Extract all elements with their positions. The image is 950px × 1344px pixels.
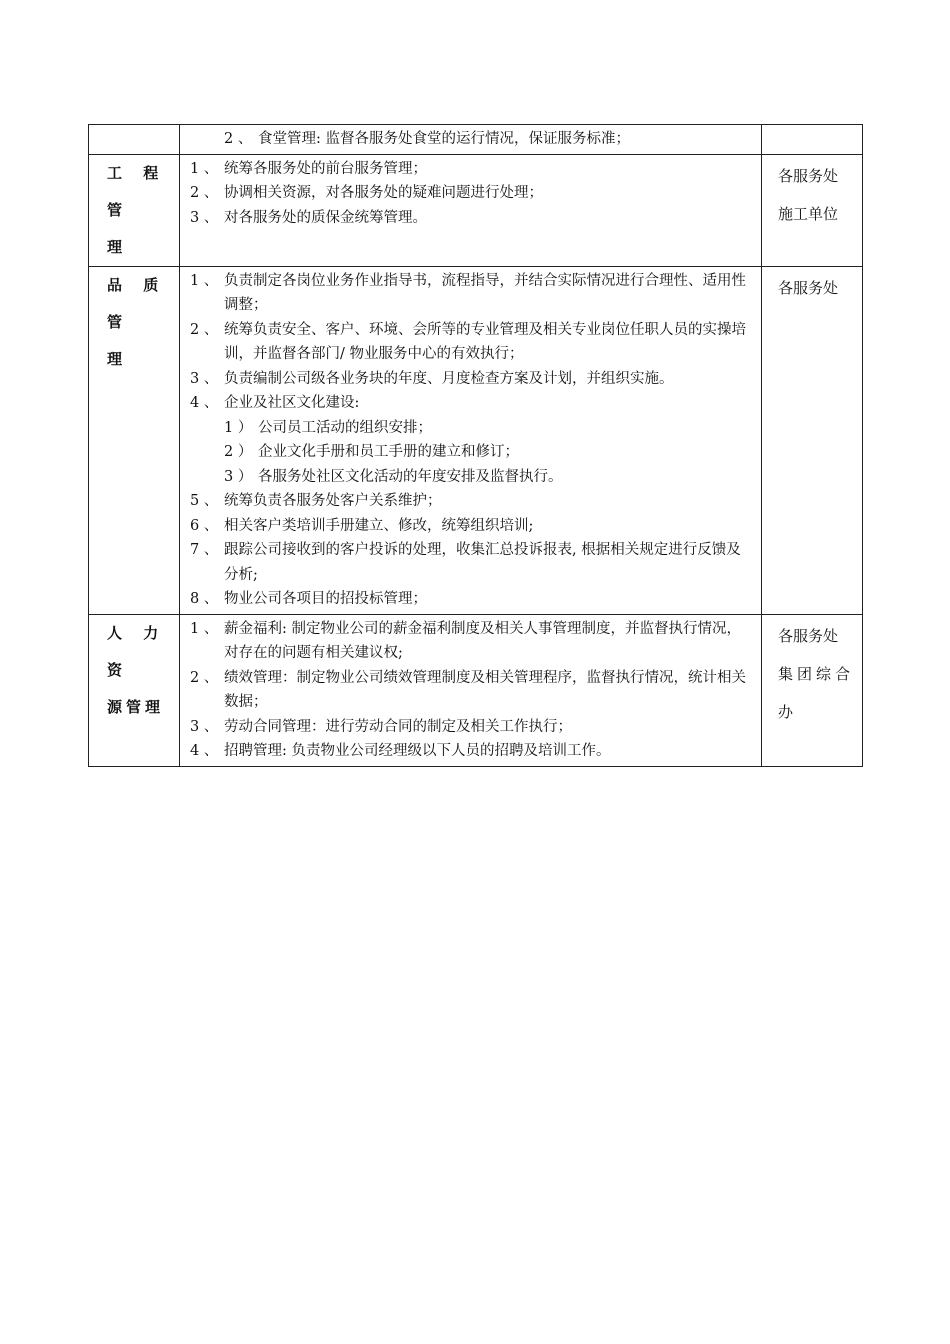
department-label: 人 力 资	[107, 623, 167, 679]
item-text: 薪金福利: 制定物业公司的薪金福利制度及相关人事管理制度，并监督执行情况，对存在的问题有相关建议权;	[224, 620, 741, 661]
item-number: 1 、	[190, 272, 219, 289]
duty-subitem	[190, 416, 753, 441]
item-number: 3 、	[190, 209, 219, 226]
unit-cell	[762, 266, 863, 614]
item-text: 企业及社区文化建设:	[224, 395, 360, 411]
duty-item	[190, 157, 753, 182]
unit-label: 集团综合	[778, 664, 855, 683]
item-text: 协调相关资源，对各服务处的疑难问题进行处理；	[224, 185, 543, 201]
item-text: 各服务处社区文化活动的年度安排及监督执行。	[258, 468, 563, 485]
item-text: 跟踪公司接收到的客户投诉的处理，收集汇总投诉报表, 根据相关规定进行反馈及分析;	[224, 542, 741, 583]
item-number: 7 、	[190, 542, 219, 558]
item-text: 统筹负责各服务处客户关系维护；	[224, 493, 442, 509]
item-number: 2 、	[190, 321, 219, 338]
item-text: 对各服务处的质保金统筹管理。	[224, 209, 427, 226]
duty-item	[190, 181, 753, 206]
item-number: 2 、	[224, 131, 253, 147]
unit-cell	[762, 614, 863, 766]
item-number: 2 ）	[224, 444, 253, 460]
item-number: 1 ）	[224, 419, 253, 436]
item-number: 8 、	[190, 591, 219, 607]
duty-item	[190, 367, 753, 392]
duties-cell	[180, 125, 762, 155]
duty-item	[190, 587, 753, 612]
department-cell	[89, 266, 180, 614]
item-text: 负责编制公司级各业务块的年度、月度检查方案及计划，并组织实施。	[224, 370, 674, 387]
department-label: 工 程 管	[107, 163, 167, 219]
duty-subitem	[190, 440, 753, 465]
item-number: 2 、	[190, 669, 219, 686]
duty-subitem	[190, 465, 753, 490]
item-number: 3 、	[190, 370, 219, 387]
duty-item	[190, 269, 753, 318]
item-number: 5 、	[190, 493, 219, 509]
duty-item	[190, 617, 753, 666]
item-text: 食堂管理: 监督各服务处食堂的运行情况，保证服务标准；	[258, 131, 630, 147]
duties-cell	[180, 614, 762, 766]
department-label: 理	[107, 349, 131, 368]
unit-label: 各服务处	[778, 626, 839, 645]
item-number: 6 、	[190, 517, 219, 534]
item-text: 负责制定各岗位业务作业指导书，流程指导，并结合实际情况进行合理性、适用性调整；	[224, 272, 746, 313]
item-text: 统筹负责安全、客户、环境、会所等的专业管理及相关专业岗位任职人员的实操培训，并监督各部门/ 物业服务中心的有效执行；	[224, 321, 746, 362]
table-row	[89, 614, 863, 766]
duty-item	[190, 489, 753, 514]
item-number: 4 、	[190, 743, 219, 759]
item-number: 4 、	[190, 395, 219, 411]
duty-item	[190, 666, 753, 715]
item-number: 3 ）	[224, 468, 253, 485]
table-row	[89, 125, 863, 155]
duty-item	[190, 538, 753, 587]
unit-cell	[762, 154, 863, 266]
department-label: 理	[107, 237, 131, 256]
duty-item	[190, 514, 753, 539]
duty-item	[190, 206, 753, 231]
duty-item	[190, 391, 753, 416]
unit-label: 各服务处	[778, 278, 839, 297]
duty-item	[190, 127, 753, 152]
department-cell	[89, 614, 180, 766]
item-text: 劳动合同管理：进行劳动合同的制定及相关工作执行；	[224, 718, 572, 735]
item-text: 招聘管理: 负责物业公司经理级以下人员的招聘及培训工作。	[224, 743, 611, 759]
item-text: 公司员工活动的组织安排；	[258, 419, 432, 436]
duties-cell	[180, 266, 762, 614]
item-text: 统筹各服务处的前台服务管理；	[224, 160, 427, 177]
unit-label: 办	[778, 702, 794, 721]
unit-label: 施工单位	[778, 204, 839, 223]
item-number: 1 、	[190, 160, 219, 177]
duty-item	[190, 715, 753, 740]
table-row	[89, 154, 863, 266]
duty-item	[190, 318, 753, 367]
department-label: 源管理	[107, 697, 165, 716]
department-cell	[89, 125, 180, 155]
item-text: 企业文化手册和员工手册的建立和修订；	[258, 444, 519, 460]
department-label: 品 质 管	[107, 275, 167, 331]
department-cell	[89, 154, 180, 266]
item-text: 相关客户类培训手册建立、修改，统筹组织培训;	[224, 517, 534, 534]
table-row	[89, 266, 863, 614]
item-number: 1 、	[190, 620, 219, 637]
item-text: 绩效管理：制定物业公司绩效管理制度及相关管理程序，监督执行情况，统计相关数据；	[224, 669, 746, 710]
responsibility-table	[88, 124, 863, 767]
item-text: 物业公司各项目的招投标管理；	[224, 591, 427, 607]
unit-cell	[762, 125, 863, 155]
duty-item	[190, 739, 753, 764]
duties-cell	[180, 154, 762, 266]
unit-label: 各服务处	[778, 166, 839, 185]
item-number: 3 、	[190, 718, 219, 735]
item-number: 2 、	[190, 185, 219, 201]
